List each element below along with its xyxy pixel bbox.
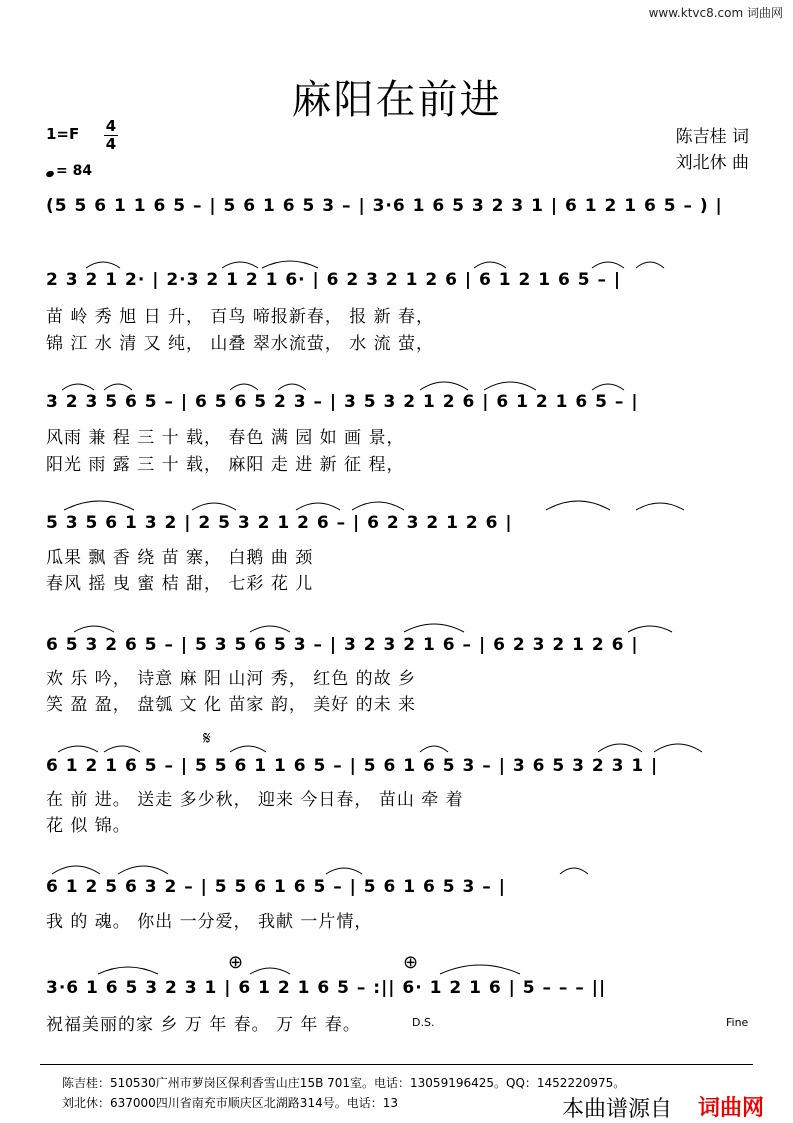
lyric-line-5b: 笑 盈 盈， 盘瓠 文 化 苗家 韵， 美好 的未 来 <box>46 695 417 715</box>
lyricist-credit: 陈吉桂 词 <box>675 127 749 147</box>
fine-marking: Fine <box>726 1016 749 1029</box>
score-line-6: 6 1 2 1 6 5 – | 5 5 6 1 1 6 5 – | 5 6 1 6 5 3 – | 3 6 5 3 2 3 1 | <box>46 756 659 776</box>
lyric-line-6b: 花 似 锦。 <box>46 816 131 836</box>
coda-icon: ⊕ <box>228 952 244 973</box>
source-label: 本曲谱源自 <box>562 1097 673 1122</box>
footer-contact-2: 刘北休：637000四川省南充市顺庆区北湖路314号。电话：13 <box>62 1096 398 1110</box>
lyric-line-7a: 我 的 魂。 你出 一分爱， 我献 一片情， <box>46 912 373 932</box>
segno-icon: 𝄋 <box>203 728 211 749</box>
lyric-line-5a: 欢 乐 吟， 诗意 麻 阳 山河 秀， 红色 的故 乡 <box>46 669 417 689</box>
footer-divider <box>40 1064 753 1065</box>
lyric-line-8a: 祝福美丽的家 乡 万 年 春。 万 年 春。 <box>46 1015 361 1035</box>
lyric-line-2a: 苗 岭 秀 旭 日 升， 百鸟 啼报新春， 报 新 春， <box>46 307 435 327</box>
footer-contact-1: 陈吉桂：510530广州市萝岗区保利香雪山庄15B 701室。电话：13059196425。QQ：1452220975。 <box>62 1076 626 1090</box>
lyric-line-4b: 春风 摇 曳 蜜 桔 甜， 七彩 花 儿 <box>46 574 314 594</box>
ds-marking: D.S. <box>412 1016 435 1029</box>
key-signature: 1=F <box>46 125 80 143</box>
score-line-1: (5 5 6 1 1 6 5 – | 5 6 1 6 5 3 – | 3·6 1 6 5 3 2 3 1 | 6 1 2 1 6 5 – ) | <box>46 196 723 216</box>
watermark: www.ktvc8.com 词曲网 <box>648 6 783 20</box>
lyric-line-3a: 风雨 兼 程 三 十 载， 春色 满 园 如 画 景， <box>46 428 405 448</box>
lyric-line-4a: 瓜果 飘 香 绕 苗 寨， 白鹅 曲 颈 <box>46 548 314 568</box>
time-sig-top: 4 <box>105 117 117 135</box>
tempo-value: = 84 <box>56 163 93 179</box>
coda-icon-2: ⊕ <box>403 952 419 973</box>
page-title: 麻阳在前进 <box>291 77 502 123</box>
lyric-line-3b: 阳光 雨 露 三 十 载， 麻阳 走 进 新 征 程， <box>46 455 405 475</box>
score-line-8: 3·6 1 6 5 3 2 3 1 | 6 1 2 1 6 5 – :|| 6· 1 2 1 6 | 5 – – – || <box>46 978 607 998</box>
score-line-7: 6 1 2 5 6 3 2 – | 5 5 6 1 6 5 – | 5 6 1 6 5 3 – | <box>46 877 506 897</box>
composer-credit: 刘北休 曲 <box>675 153 749 173</box>
score-line-3: 3 2 3 5 6 5 – | 6 5 6 5 2 3 – | 3 5 3 2 1 2 6 | 6 1 2 1 6 5 – | <box>46 392 639 412</box>
brand-logo-text[interactable]: 词曲网 <box>698 1096 765 1121</box>
score-line-5: 6 5 3 2 6 5 – | 5 3 5 6 5 3 – | 3 2 3 2 1 6 – | 6 2 3 2 1 2 6 | <box>46 635 639 655</box>
lyric-line-6a: 在 前 进。 送走 多少秋， 迎来 今日春， 苗山 牵 着 <box>46 790 464 810</box>
time-sig-bottom: 4 <box>105 135 117 153</box>
score-line-2: 2 3 2 1 2· | 2·3 2 1 2 1 6· | 6 2 3 2 1 2 6 | 6 1 2 1 6 5 – | <box>46 270 622 290</box>
lyric-line-2b: 锦 江 水 清 又 纯， 山叠 翠水流萤， 水 流 萤， <box>46 334 435 354</box>
score-line-4: 5 3 5 6 1 3 2 | 2 5 3 2 1 2 6 – | 6 2 3 2 1 2 6 | <box>46 513 513 533</box>
